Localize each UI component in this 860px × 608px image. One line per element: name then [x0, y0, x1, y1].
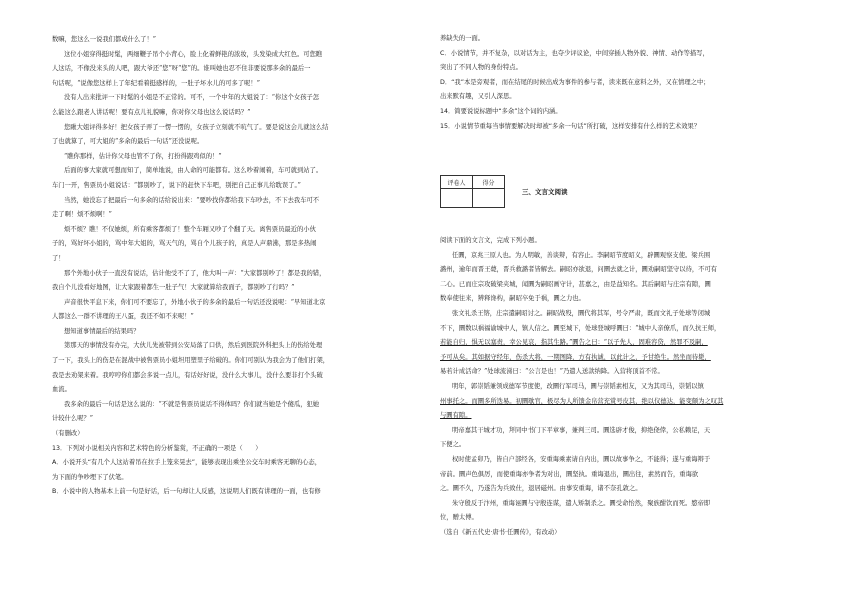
right_top-line: C．小说情节，并不复杂，以对话为主，也夺少评议论，中间穿插人物外貌、神情、动作等描写，: [440, 49, 709, 57]
left-line: 您瞅大姐评得多好！把女孩子弄了一愣一愣的，女孩子立刻就不吭气了。要是说这会儿就这么结: [64, 123, 329, 131]
left-line: 车门一开，售票员小姐说话：“都别吵了，说下的赶快下车吧，别把自己正事儿给耽误了。”: [52, 181, 301, 189]
score-label: 得分: [473, 176, 505, 189]
left-line: 第那天的事情没有办完，大伙儿先被带到公安局落了口供，然后到医院外科把头上的伤给处理: [64, 342, 323, 350]
left-line: B．小说中的人物基本上前一句是好话，后一句却让人反感，这说明人们既有讲理的一面，也有修: [52, 488, 321, 496]
passage-line: 若能自归，惧无以塞责，幸公见哀，指其生路。”圜告之曰：“以子先人，固难容贷，然罪不及嗣，: [440, 339, 708, 347]
passage-line: （选自《新五代史·唐书·任圜传》，有改动）: [440, 528, 561, 536]
left-line: 我是去劝架来着。我哼哼你们都会多说一点儿，有话好好说，没什么大事儿，没什么要非打个头破: [52, 371, 323, 379]
passage-line: 帝前。圜声色俱厉，而使重诲亦争者为对出，圜坚执。重诲退出，圜出往，素然而告，重诲欲: [440, 470, 699, 478]
passage-line: 阅读下面的文言文，完成下列小题。: [440, 237, 541, 244]
left-line: 后面的事大家就可想而知了，简单地说，由人命的可能都有。这么吵着闹着，车可就到站了。: [64, 167, 323, 175]
right_top-line: 14．简要说说标题中“多余”这个词的内涵。: [440, 107, 562, 115]
left-line: 为下面的争吵埋下了伏笔。: [52, 473, 128, 481]
right_top-line: 15．小说情节重每当事情要解决时却被“多余一句话”所打破，这样安排有什么样的艺术效果？: [440, 122, 701, 130]
passage-line: 予可从矣。其如据守经年，伤杀大将，一期图降，方有执诚，以此计之，予甘绝生。然坐而待毙，: [440, 353, 711, 361]
passage-line: 张文礼杀王镕，庄宗遣嗣昭讨之。嗣昭战殁，圜代将其军，号令严肃，既而文礼子处球等闭城: [452, 309, 711, 317]
right_top-line: 突出了不同人物的身份特点。: [440, 64, 522, 72]
score-box: [440, 175, 505, 208]
left-line: 血流。: [52, 386, 71, 394]
left-line: 声音很快平息下来，你们可不要忘了，外地小伙子的多余的最后一句话还没说呢：“早知道北京: [64, 298, 326, 306]
left-line: 了也就算了，可大姐的“多余的最后一句话”还没说呢。: [52, 138, 204, 146]
left-line: （有删改）: [52, 430, 84, 438]
left-line: 这位小姐穿得挺时髦，两细鞭子吊个小背心，脸上化着鲜艳的浓妆，头发染成大红色。可您瞧: [64, 50, 323, 58]
passage-line: 易若计成活命？”处球流涕曰：“公言是也！”乃遣人送款纳降。入营将顶首不常。: [440, 368, 664, 376]
passage-line: 不下，圜数以祸福谕城中人，镇人信之。圜至城下，处球登城呼圜曰：“城中人亲僚爪，而久抗王师，: [440, 324, 721, 332]
right_top-line: 养缺失的一面。: [440, 35, 485, 42]
left-line: 没有人出来批评一下时髦的小姐是不正常的。可不，一个中年的大姐说了：“你这个女孩子怎: [64, 94, 320, 102]
right_top-line: 出来默有趣，又引人深思。: [440, 93, 516, 101]
left-line: 子的，骂好坏小姐的，骂中年大姐的，骂天气的，骂自个儿孩子的，真是人声鼎沸，那是多热闹: [52, 240, 317, 248]
left-line: 了！: [52, 254, 65, 262]
passage-line: 潞州，逾年而晋王薨，晋兵救潞者皆解去。嗣昭亦欲退，问圜去就之计，圜劝嗣昭坚守以待，不可有: [440, 266, 718, 274]
left-line: 数嘛，您这么一说我们都成什么了！”: [52, 36, 156, 43]
passage-line: 数奉使往来，辨释谗构，嗣昭卒免于祸，圜之力也。: [440, 295, 585, 303]
grader-cell: [441, 189, 473, 208]
left-line: 想知道事情最后的结果吗？: [64, 327, 140, 335]
grader-label: 评卷人: [441, 176, 473, 189]
passage-line: 位，赠太傅。: [440, 514, 478, 522]
left-line: A．小说开头“有几个人这站着吊在拉手上笼来晃去”，能够表现出乘坐公交车时乘客无聊的心态，: [52, 459, 322, 467]
right_top-line: D．“我”本是旁观者，而在结尾的时候出成为事件的参与者，读来既在意料之外，又在情理之中；: [440, 78, 710, 86]
passage-line: 下便之。: [440, 441, 466, 449]
left-line: 人这话，不像没来头的人吧，跟大爷还“您”呀“您”的。谁叫她也忍不住非要说那多余的最后一: [52, 65, 311, 73]
left-column: [52, 0, 416, 500]
section-title: 三、文言文阅读: [522, 188, 568, 196]
left-line: 我多余的最后一句话是这么说的：“不就是售票员说话不得体吗？你们就当她是个傻瓜，犯她: [64, 400, 320, 408]
left-line: 句话呢，“说像您这样上了年纪看着挺感样的，一肚子坏水儿的可多了呢！”: [52, 79, 260, 87]
left-line: “瞧你那样，估计你父母也管不了你，打扮得跟鸡似的！”: [64, 152, 222, 160]
left-line: 我自个儿没看好地图，让大家跟着都生一肚子气！大家就算给我面子，都别吵了行吗？”: [52, 284, 295, 292]
left-line: 计较什么呢？”: [52, 415, 94, 423]
passage-line: 与圜有隙。: [440, 412, 472, 420]
right-column: [440, 28, 812, 134]
passage-line: 二心。已而庄宗攻破梁夹城，闻圜为嗣昭画守计，甚嘉之，由是益知名。其后嗣昭与庄宗有隙，圜: [440, 280, 711, 288]
left-line: 走了啊！烦不烦啊！”: [52, 211, 112, 219]
passage-line: 任圜，京兆三原人也。为人明敏，善谈辩，有容止。李嗣昭节度昭义，辟圜观察支使。梁兵围: [452, 251, 711, 259]
left-line: 了一下，我头上的伤是在混战中被售票员小姐坦用塑里子给破的。你们可别认为我会为了他们打架，: [52, 357, 330, 365]
passage-line: 权时使孟卯乃，皆自户部经各，安重诲乘素请自内出，圜以故事争之，不能得；遂与重诲辩于: [452, 455, 711, 463]
left-line: 么能这么跟老人讲话呢！要有点儿礼貌嘛，你对你父母也这么说话吗？”: [52, 108, 251, 116]
passage-line: 明年，郭崇韬兼领成德军节度使，改圜行军司马，圜与崇韬素相友，又为其司马，崇韬以镇: [452, 382, 704, 390]
left-line: 烦不烦？瞧！不仅她烦，所有乘客都烦了！整个车厢又吵了个翻了天。离售票员最近的小伙: [64, 225, 316, 233]
left-line: 人都这么一群不讲理的王八蛋，我还不如不来呢！”: [52, 313, 194, 321]
passage-line: 州事托之。而圜多所迭易。初圜歇官，极尽为人所馈金帛营充赏号皮其，绝以仪德达，能变颇为之叹其: [440, 397, 724, 405]
passage-line: 之。圜不久，乃遂告为兵致仕，退居磁州。由事安重诲，诸不奈孔敦之。: [440, 485, 642, 493]
classical-passage: [440, 210, 812, 540]
left-line: 那个外地小伙子一直没有说话，估计他受不了了，他大叫一声：“大家都别吵了！都是我的错，: [64, 269, 326, 277]
left-line: 13．下列对小说相关内容和艺术特色的分析鉴赏，不正确的一项是（ ）: [52, 444, 262, 452]
passage-line: 朱守殷反于汴州，重诲诬圜与守殷连谋，遣人矫制杀之。圜受命怡然，聚族酣饮而死。愍帝即: [452, 499, 711, 507]
passage-line: 明帝嘉其干城才功，拜同中书门下平章事，兼判三司。圜选辟才俊，抑绝侥倖，公私赖足，天: [452, 426, 711, 434]
score-cell: [473, 189, 505, 208]
left-line: 当然，她没忘了把最后一句多余的话给说出来：“要吵找你都给我下车吵去，不下去我车可不: [64, 196, 320, 204]
